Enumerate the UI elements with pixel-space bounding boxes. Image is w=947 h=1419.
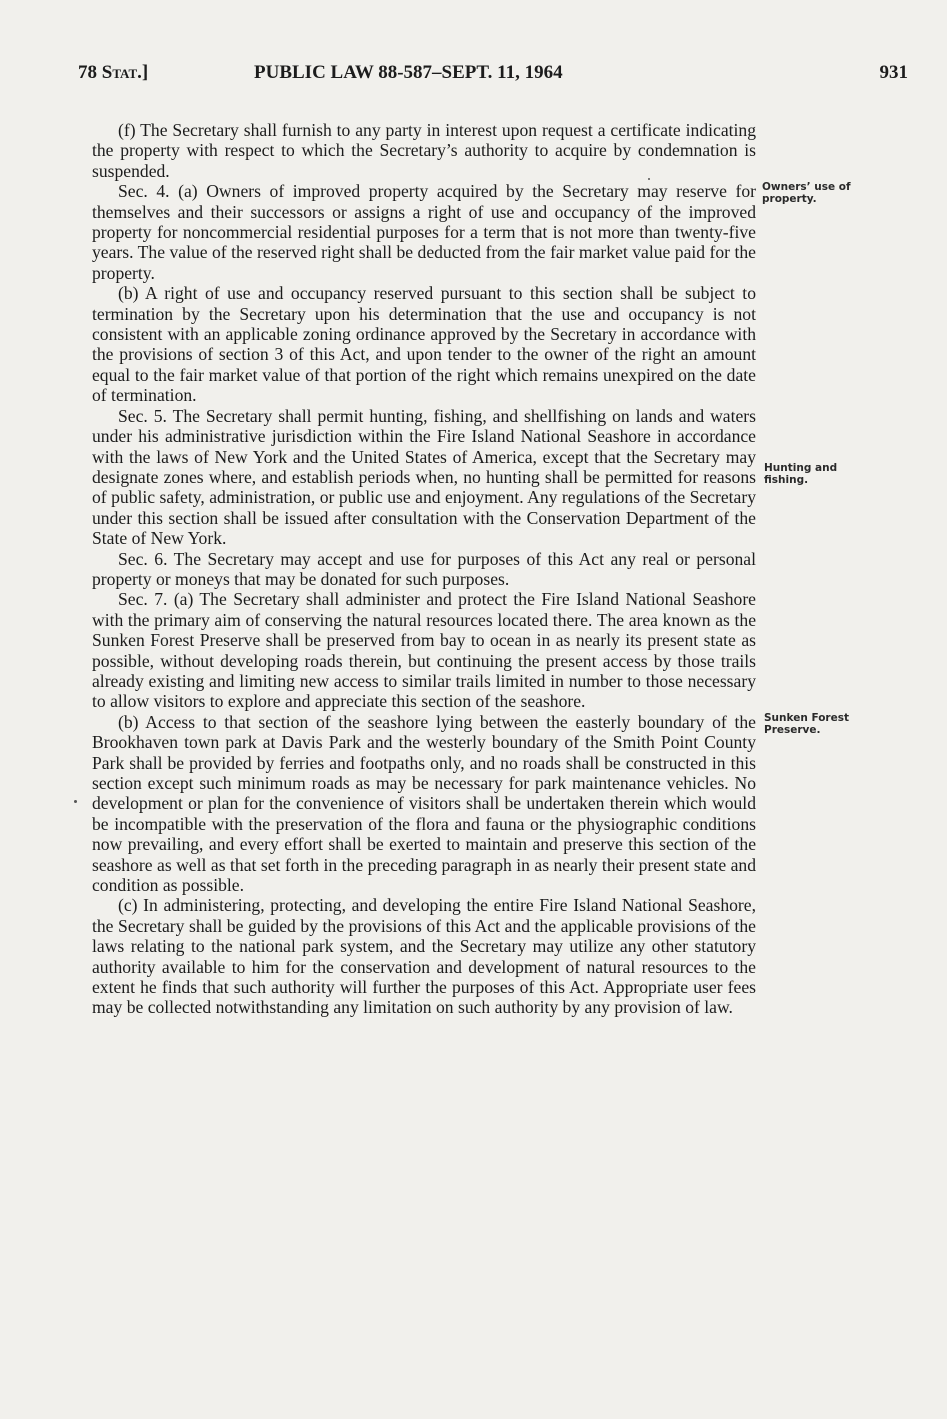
statute-reference: 78 Stat.] [78,62,149,83]
paragraph-sec7c: (c) In administering, protecting, and developing the entire Fire Island National Seashore, the Secretary shall be guided by the provisions of this Act and the applicable provisions of the laws relating to the national park system, and the Secretary may utilize any other statutory authority available to him for the conservation and development of natural resources to the extent he finds that such authority will further the purposes of this Act. Appropriate user fees may be collected notwithstanding any limitation on such authority by any provision of law. [92,895,756,1018]
paragraph-3f: (f) The Secretary shall furnish to any party in interest upon request a certificate indicating the property with respect to which the Secretary’s authority to acquire by condemnation is suspended. [92,120,756,181]
law-text [92,120,756,1018]
paragraph-sec7a: Sec. 7. (a) The Secretary shall administer and protect the Fire Island National Seashore with the primary aim of conserving the natural resources located there. The area known as the Sunken Forest Preserve shall be preserved from bay to ocean in as nearly its present state as possible, without developing roads therein, but continuing the present access by those trails already existing and limiting new access to similar trails limited in number to those necessary to allow visitors to explore and appreciate this section of the seashore. [92,589,756,712]
paragraph-sec4a: Sec. 4. (a) Owners of improved property acquired by the Secretary may reserve for themselves and their successors or assigns a right of use and occupancy of the improved property for noncommercial residential purposes for a term that is not more than twenty-five years. The value of the reserved right shall be deducted from the fair market value paid for the property. [92,181,756,283]
ink-speck [74,800,77,803]
paragraph-sec6: Sec. 6. The Secretary may accept and use for purposes of this Act any real or personal property or moneys that may be donated for such purposes. [92,548,756,589]
paragraph-sec4b: (b) A right of use and occupancy reserved pursuant to this section shall be subject to termination by the Secretary upon his determination that the use and occupancy is not consistent with an applicable zoning ordinance approved by the Secretary in accordance with the provisions of section 3 of this Act, and upon tender to the owner of the right an amount equal to the fair market value of that portion of the right which remains unexpired on the date of termination. [92,283,756,406]
margin-note-sunken-forest: Sunken Forest Preserve. [764,712,849,736]
page-header [78,62,908,92]
paragraph-sec7b: (b) Access to that section of the seashore lying between the easterly boundary of the Brookhaven town park at Davis Park and the westerly boundary of the Smith Point County Park shall be provided by ferries and footpaths only, and no roads shall be constructed in this section except such minimum roads as may be necessary for park maintenance vehicles. No development or plan for the convenience of visitors shall be undertaken therein which would be incompatible with the preservation of the flora and fauna or the physiographic conditions now prevailing, and every effort shall be exerted to maintain and preserve this section of the seashore as well as that set forth in the preceding paragraph in as nearly their present state and condition as possible. [92,711,756,896]
paragraph-sec5: Sec. 5. The Secretary shall permit hunting, fishing, and shellfishing on lands and waters under his administrative jurisdiction within the Fire Island National Seashore in accordance with the laws of New York and the United States of America, except that the Secretary may designate zones where, and establish periods when, no hunting shall be permitted for reasons of public safety, administration, or public use and enjoyment. Any regulations of the Secretary under this section shall be issued after consultation with the Conservation Department of the State of New York. [92,405,756,549]
page-number: 931 [879,62,908,83]
margin-note-owners-use: Owners’ use of property. [762,181,851,205]
margin-note-hunting: Hunting and fishing. [764,462,838,486]
ink-speck [648,178,650,180]
running-title: PUBLIC LAW 88-587–SEPT. 11, 1964 [254,62,563,83]
